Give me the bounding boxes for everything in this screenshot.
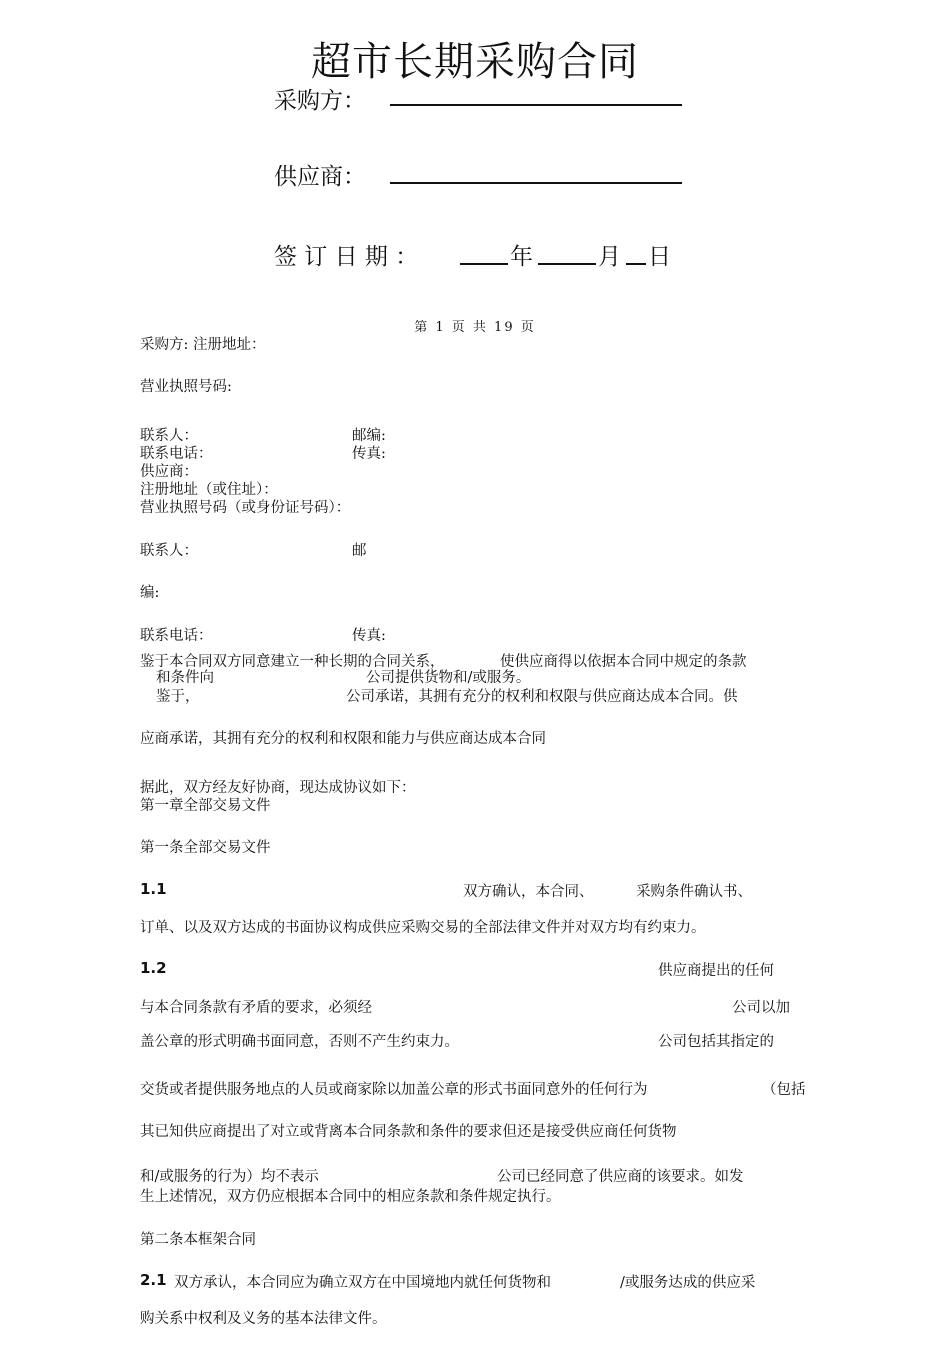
buyer-contact: 联系人： bbox=[140, 428, 198, 444]
clause-1-2-part-b: 与本合同条款有矛盾的要求，必须经 bbox=[140, 1000, 372, 1016]
supplier-contact: 联系人： bbox=[140, 543, 198, 559]
supplier-fax: 传真: bbox=[352, 628, 386, 644]
article1-title: 第一条全部交易文件 bbox=[140, 840, 271, 856]
preamble-line1a: 鉴于本合同双方同意建立一种长期的合同关系， bbox=[140, 654, 445, 670]
month-blank-line bbox=[538, 263, 596, 265]
buyer-blank-line bbox=[390, 104, 682, 106]
preamble-line4: 应商承诺，其拥有充分的权利和权限和能力与供应商达成本合同 bbox=[140, 731, 546, 747]
clause-1-2-part-h: 其已知供应商提出了对立或背离本合同条款和条件的要求但还是接受供应商任何货物 bbox=[140, 1124, 677, 1140]
buyer-address: 采购方: 注册地址： bbox=[140, 337, 266, 353]
clause-2-1-part-b: /或服务达成的供应采 bbox=[620, 1275, 756, 1291]
buyer-phone: 联系电话： bbox=[140, 446, 213, 462]
preamble-line5: 据此，双方经友好协商，现达成协议如下： bbox=[140, 780, 416, 796]
clause-1-1-part-b: 采购条件确认书、 bbox=[636, 884, 752, 900]
preamble-line1b: 使供应商得以依据本合同中规定的条款 bbox=[500, 654, 747, 670]
document-title: 超市长期采购合同 bbox=[311, 39, 639, 85]
supplier-address: 注册地址（或住址）： bbox=[140, 482, 278, 498]
clause-1-2-part-e: 公司包括其指定的 bbox=[658, 1034, 774, 1050]
chapter1-title: 第一章全部交易文件 bbox=[140, 798, 271, 814]
supplier-heading: 供应商： bbox=[140, 464, 198, 480]
page-number: 第 1 页 共 19 页 bbox=[414, 320, 536, 335]
preamble-line3a: 鉴于， bbox=[156, 689, 200, 705]
clause-2-1-part-c: 购关系中权利及义务的基本法律文件。 bbox=[140, 1311, 387, 1327]
clause-1-2-part-g: （包括 bbox=[762, 1082, 806, 1098]
clause-1-2-part-k: 生上述情况，双方仍应根据本合同中的相应条款和条件规定执行。 bbox=[140, 1189, 561, 1205]
buyer-postcode: 邮编: bbox=[352, 428, 386, 444]
clause-1-2-number: 1.2 bbox=[140, 959, 167, 977]
buyer-fax: 传真: bbox=[352, 446, 386, 462]
clause-1-2-part-i: 和/或服务的行为）均不表示 bbox=[140, 1169, 319, 1185]
supplier-phone: 联系电话： bbox=[140, 628, 213, 644]
preamble-line2a: 和条件向 bbox=[156, 670, 214, 686]
day-label: 日 bbox=[648, 244, 671, 270]
clause-1-2-part-c: 公司以加 bbox=[732, 1000, 790, 1016]
date-label: 签 订 日 期 ： bbox=[274, 244, 419, 270]
article2-title: 第二条本框架合同 bbox=[140, 1232, 256, 1248]
preamble-line3b: 公司承诺，其拥有充分的权利和权限与供应商达成本合同。供 bbox=[346, 689, 738, 705]
buyer-license: 营业执照号码: bbox=[140, 379, 232, 395]
clause-2-1-number: 2.1 bbox=[140, 1271, 167, 1289]
supplier-blank-line bbox=[390, 182, 682, 184]
clause-1-1-part-a: 双方确认，本合同、 bbox=[463, 884, 594, 900]
preamble-line2b: 公司提供货物和/或服务。 bbox=[366, 670, 531, 686]
clause-1-2-part-d: 盖公章的形式明确书面同意，否则不产生约束力。 bbox=[140, 1034, 459, 1050]
clause-1-2-part-f: 交货或者提供服务地点的人员或商家除以加盖公章的形式书面同意外的任何行为 bbox=[140, 1082, 648, 1098]
clause-1-1-number: 1.1 bbox=[140, 880, 167, 898]
year-label: 年 bbox=[510, 244, 533, 270]
supplier-label: 供应商： bbox=[274, 164, 366, 190]
day-blank-line bbox=[626, 263, 646, 265]
year-blank-line bbox=[460, 263, 508, 265]
clause-1-1-part-c: 订单、以及双方达成的书面协议构成供应采购交易的全部法律文件并对双方均有约束力。 bbox=[140, 920, 706, 936]
clause-2-1-part-a: 双方承认，本合同应为确立双方在中国境地内就任何货物和 bbox=[174, 1275, 551, 1291]
supplier-license: 营业执照号码（或身份证号码）： bbox=[140, 500, 351, 516]
supplier-postcode-part2: 编: bbox=[140, 585, 160, 601]
supplier-postcode-part1: 邮 bbox=[352, 543, 367, 559]
month-label: 月 bbox=[598, 244, 621, 270]
buyer-label: 采购方： bbox=[274, 88, 366, 114]
clause-1-2-part-a: 供应商提出的任何 bbox=[658, 963, 774, 979]
clause-1-2-part-j: 公司已经同意了供应商的该要求。如发 bbox=[497, 1169, 744, 1185]
